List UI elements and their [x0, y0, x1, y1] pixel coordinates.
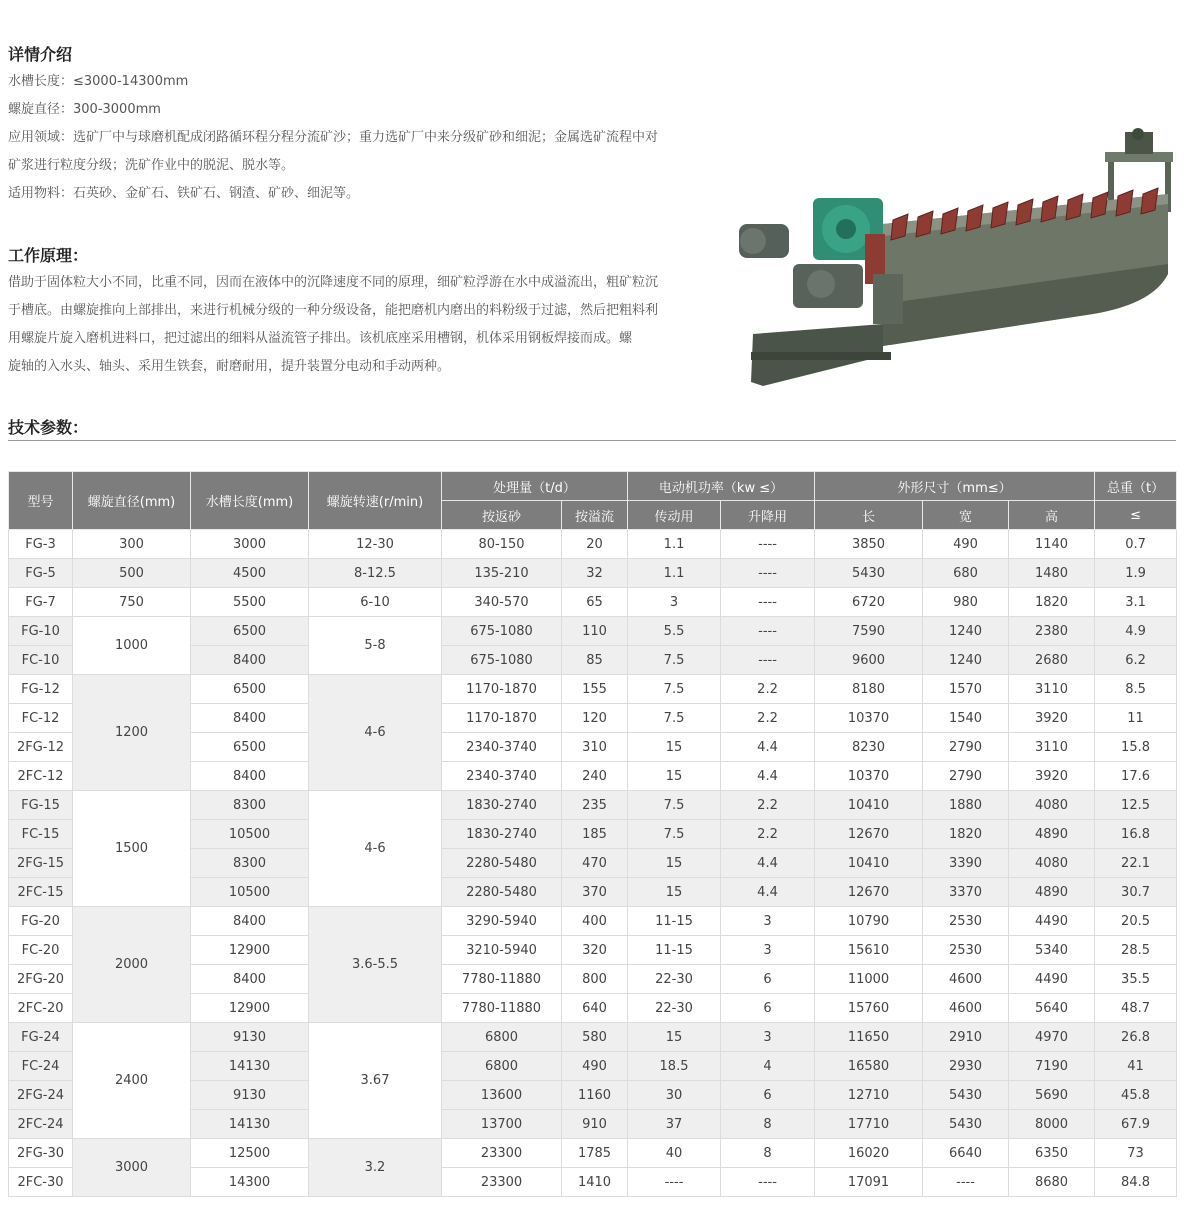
cell-dims-height: 3920: [1009, 762, 1095, 791]
cell-model: FC-10: [9, 646, 73, 675]
cell-capacity-sand: 1830-2740: [442, 820, 562, 849]
cell-speed: 8-12.5: [309, 559, 442, 588]
cell-weight: 16.8: [1095, 820, 1177, 849]
header-diameter: 螺旋直径(mm): [73, 472, 191, 530]
cell-capacity-overflow: 370: [562, 878, 628, 907]
cell-power-drive: 7.5: [628, 704, 721, 733]
cell-dims-length: 3850: [815, 530, 923, 559]
cell-power-lift: 6: [721, 1081, 815, 1110]
cell-weight: 17.6: [1095, 762, 1177, 791]
cell-diameter: 2000: [73, 907, 191, 1023]
cell-dims-width: 4600: [923, 965, 1009, 994]
cell-power-lift: 4: [721, 1052, 815, 1081]
cell-dims-length: 6720: [815, 588, 923, 617]
cell-power-lift: 2.2: [721, 820, 815, 849]
cell-dims-height: 4080: [1009, 849, 1095, 878]
table-row: [9, 530, 1177, 559]
details-line: 适用物料：石英砂、金矿石、铁矿石、钢渣、矿砂、细泥等。: [8, 186, 360, 201]
cell-capacity-sand: 675-1080: [442, 646, 562, 675]
cell-model: 2FC-15: [9, 878, 73, 907]
cell-weight: 15.8: [1095, 733, 1177, 762]
cell-capacity-sand: 1170-1870: [442, 675, 562, 704]
cell-diameter: 1200: [73, 675, 191, 791]
cell-dims-height: 4490: [1009, 965, 1095, 994]
principle-text: [8, 269, 710, 381]
cell-capacity-overflow: 470: [562, 849, 628, 878]
cell-capacity-overflow: 240: [562, 762, 628, 791]
cell-capacity-overflow: 910: [562, 1110, 628, 1139]
principle-line: 于槽底。由螺旋推向上部排出，来进行机械分级的一种分级设备，能把磨机内磨出的料粉级于过滤，然后把粗料利: [8, 303, 659, 318]
table-row: [9, 588, 1177, 617]
cell-length: 8400: [191, 704, 309, 733]
cell-dims-length: 15610: [815, 936, 923, 965]
cell-power-drive: 11-15: [628, 936, 721, 965]
cell-dims-width: 5430: [923, 1081, 1009, 1110]
cell-model: FG-24: [9, 1023, 73, 1052]
cell-dims-height: 3110: [1009, 733, 1095, 762]
header-dims-length: 长: [815, 501, 923, 530]
cell-power-drive: 7.5: [628, 820, 721, 849]
cell-capacity-sand: 1170-1870: [442, 704, 562, 733]
cell-dims-height: 2380: [1009, 617, 1095, 646]
cell-dims-height: 4970: [1009, 1023, 1095, 1052]
params-title: 技术参数：: [8, 418, 89, 437]
cell-length: 8300: [191, 791, 309, 820]
cell-power-lift: 2.2: [721, 675, 815, 704]
cell-dims-width: 1820: [923, 820, 1009, 849]
cell-model: FG-5: [9, 559, 73, 588]
cell-length: 8400: [191, 907, 309, 936]
cell-power-lift: ----: [721, 1168, 815, 1197]
cell-dims-length: 10410: [815, 791, 923, 820]
cell-dims-width: 1570: [923, 675, 1009, 704]
cell-speed: 5-8: [309, 617, 442, 675]
cell-weight: 6.2: [1095, 646, 1177, 675]
cell-diameter: 300: [73, 530, 191, 559]
cell-capacity-overflow: 110: [562, 617, 628, 646]
cell-dims-length: 12670: [815, 820, 923, 849]
header-dimensions: 外形尺寸（mm≤）: [815, 472, 1095, 501]
cell-dims-length: 17710: [815, 1110, 923, 1139]
cell-diameter: 3000: [73, 1139, 191, 1197]
cell-speed: 3.2: [309, 1139, 442, 1197]
cell-weight: 73: [1095, 1139, 1177, 1168]
cell-power-lift: 8: [721, 1139, 815, 1168]
cell-power-lift: ----: [721, 588, 815, 617]
cell-dims-length: 12670: [815, 878, 923, 907]
cell-weight: 30.7: [1095, 878, 1177, 907]
header-dims-width: 宽: [923, 501, 1009, 530]
cell-dims-width: 1240: [923, 646, 1009, 675]
details-text: [8, 68, 710, 208]
cell-capacity-sand: 7780-11880: [442, 994, 562, 1023]
principle-line: 用螺旋片旋入磨机进料口，把过滤出的细料从溢流管子排出。该机底座采用槽钢，机体采用钢板焊接而成。螺: [8, 331, 633, 346]
cell-dims-width: 3370: [923, 878, 1009, 907]
cell-length: 6500: [191, 617, 309, 646]
cell-dims-length: 16020: [815, 1139, 923, 1168]
cell-dims-height: 1480: [1009, 559, 1095, 588]
cell-weight: 3.1: [1095, 588, 1177, 617]
cell-length: 8400: [191, 965, 309, 994]
cell-capacity-overflow: 32: [562, 559, 628, 588]
cell-model: 2FG-30: [9, 1139, 73, 1168]
cell-power-drive: 7.5: [628, 791, 721, 820]
cell-model: 2FC-30: [9, 1168, 73, 1197]
cell-dims-width: 2930: [923, 1052, 1009, 1081]
cell-model: 2FG-12: [9, 733, 73, 762]
cell-power-drive: 11-15: [628, 907, 721, 936]
cell-dims-width: 4600: [923, 994, 1009, 1023]
cell-model: 2FC-12: [9, 762, 73, 791]
cell-power-lift: 3: [721, 1023, 815, 1052]
cell-weight: 12.5: [1095, 791, 1177, 820]
cell-capacity-sand: 3290-5940: [442, 907, 562, 936]
cell-power-drive: ----: [628, 1168, 721, 1197]
cell-weight: 84.8: [1095, 1168, 1177, 1197]
cell-weight: 35.5: [1095, 965, 1177, 994]
cell-dims-length: 12710: [815, 1081, 923, 1110]
cell-length: 12500: [191, 1139, 309, 1168]
cell-model: FG-3: [9, 530, 73, 559]
cell-dims-length: 9600: [815, 646, 923, 675]
cell-dims-height: 3110: [1009, 675, 1095, 704]
cell-weight: 67.9: [1095, 1110, 1177, 1139]
cell-power-lift: ----: [721, 559, 815, 588]
cell-power-drive: 15: [628, 1023, 721, 1052]
details-line: 螺旋直径：300-3000mm: [8, 102, 161, 117]
cell-length: 3000: [191, 530, 309, 559]
header-capacity-overflow: 按溢流: [562, 501, 628, 530]
cell-capacity-sand: 3210-5940: [442, 936, 562, 965]
cell-capacity-overflow: 1410: [562, 1168, 628, 1197]
cell-model: 2FG-15: [9, 849, 73, 878]
cell-power-lift: 4.4: [721, 849, 815, 878]
cell-capacity-overflow: 1160: [562, 1081, 628, 1110]
header-weight: 总重（t）: [1095, 472, 1177, 501]
cell-capacity-overflow: 85: [562, 646, 628, 675]
cell-weight: 22.1: [1095, 849, 1177, 878]
details-title: 详情介绍: [8, 45, 73, 64]
header-capacity-sand: 按返砂: [442, 501, 562, 530]
cell-weight: 1.9: [1095, 559, 1177, 588]
table-row: [9, 1139, 1177, 1168]
principle-title: 工作原理：: [8, 246, 89, 265]
cell-dims-height: 5640: [1009, 994, 1095, 1023]
cell-capacity-overflow: 800: [562, 965, 628, 994]
cell-capacity-sand: 23300: [442, 1168, 562, 1197]
cell-power-drive: 40: [628, 1139, 721, 1168]
cell-capacity-overflow: 1785: [562, 1139, 628, 1168]
cell-power-lift: 2.2: [721, 704, 815, 733]
cell-dims-height: 2680: [1009, 646, 1095, 675]
cell-diameter: 750: [73, 588, 191, 617]
principle-line: 借助于固体粒大小不同，比重不同，因而在液体中的沉降速度不同的原理，细矿粒浮游在水中成溢流出，粗矿粒沉: [8, 275, 659, 290]
cell-power-lift: 6: [721, 994, 815, 1023]
header-model: 型号: [9, 472, 73, 530]
cell-dims-width: 2790: [923, 762, 1009, 791]
cell-capacity-overflow: 640: [562, 994, 628, 1023]
cell-weight: 48.7: [1095, 994, 1177, 1023]
cell-dims-length: 8180: [815, 675, 923, 704]
cell-capacity-sand: 2340-3740: [442, 733, 562, 762]
cell-weight: 0.7: [1095, 530, 1177, 559]
cell-speed: 12-30: [309, 530, 442, 559]
header-capacity: 处理量（t/d）: [442, 472, 628, 501]
cell-power-lift: 2.2: [721, 791, 815, 820]
cell-dims-height: 4890: [1009, 820, 1095, 849]
cell-power-lift: ----: [721, 530, 815, 559]
cell-dims-length: 10370: [815, 762, 923, 791]
cell-weight: 4.9: [1095, 617, 1177, 646]
cell-capacity-sand: 6800: [442, 1023, 562, 1052]
cell-power-drive: 7.5: [628, 646, 721, 675]
cell-power-drive: 18.5: [628, 1052, 721, 1081]
cell-model: FG-12: [9, 675, 73, 704]
table-row: [9, 907, 1177, 936]
cell-power-lift: ----: [721, 646, 815, 675]
cell-length: 6500: [191, 733, 309, 762]
cell-dims-height: 8000: [1009, 1110, 1095, 1139]
cell-capacity-overflow: 235: [562, 791, 628, 820]
details-line: 应用领域：选矿厂中与球磨机配成闭路循环程分程分流矿沙；重力选矿厂中来分级矿砂和细泥；金属选矿流程中对: [8, 130, 659, 145]
cell-power-lift: 4.4: [721, 733, 815, 762]
cell-length: 12900: [191, 994, 309, 1023]
cell-model: 2FG-20: [9, 965, 73, 994]
cell-dims-width: ----: [923, 1168, 1009, 1197]
cell-model: FC-24: [9, 1052, 73, 1081]
cell-power-drive: 22-30: [628, 965, 721, 994]
cell-speed: 4-6: [309, 675, 442, 791]
header-length: 水槽长度(mm): [191, 472, 309, 530]
cell-length: 14130: [191, 1110, 309, 1139]
cell-power-drive: 15: [628, 878, 721, 907]
cell-capacity-overflow: 120: [562, 704, 628, 733]
cell-power-drive: 7.5: [628, 675, 721, 704]
cell-length: 8400: [191, 646, 309, 675]
cell-length: 10500: [191, 878, 309, 907]
cell-model: 2FC-20: [9, 994, 73, 1023]
table-row: [9, 675, 1177, 704]
cell-length: 8300: [191, 849, 309, 878]
cell-speed: 3.6-5.5: [309, 907, 442, 1023]
header-power-drive: 传动用: [628, 501, 721, 530]
cell-power-lift: 4.4: [721, 878, 815, 907]
cell-power-drive: 3: [628, 588, 721, 617]
cell-length: 8400: [191, 762, 309, 791]
cell-power-lift: 4.4: [721, 762, 815, 791]
cell-capacity-sand: 340-570: [442, 588, 562, 617]
cell-dims-width: 980: [923, 588, 1009, 617]
cell-power-drive: 15: [628, 849, 721, 878]
cell-power-lift: 3: [721, 907, 815, 936]
cell-capacity-sand: 23300: [442, 1139, 562, 1168]
cell-dims-height: 5340: [1009, 936, 1095, 965]
cell-capacity-overflow: 20: [562, 530, 628, 559]
table-body: [9, 530, 1177, 1197]
cell-capacity-overflow: 320: [562, 936, 628, 965]
cell-power-drive: 5.5: [628, 617, 721, 646]
cell-dims-height: 4080: [1009, 791, 1095, 820]
cell-power-drive: 1.1: [628, 559, 721, 588]
table-row: [9, 559, 1177, 588]
cell-capacity-overflow: 490: [562, 1052, 628, 1081]
cell-power-lift: 6: [721, 965, 815, 994]
cell-diameter: 1500: [73, 791, 191, 907]
cell-diameter: 1000: [73, 617, 191, 675]
cell-capacity-overflow: 580: [562, 1023, 628, 1052]
cell-dims-width: 5430: [923, 1110, 1009, 1139]
cell-power-lift: 8: [721, 1110, 815, 1139]
cell-length: 14300: [191, 1168, 309, 1197]
cell-capacity-sand: 6800: [442, 1052, 562, 1081]
cell-capacity-sand: 2280-5480: [442, 849, 562, 878]
cell-speed: 6-10: [309, 588, 442, 617]
cell-dims-width: 2790: [923, 733, 1009, 762]
cell-length: 14130: [191, 1052, 309, 1081]
cell-power-drive: 37: [628, 1110, 721, 1139]
cell-dims-width: 2530: [923, 936, 1009, 965]
cell-model: FG-10: [9, 617, 73, 646]
cell-dims-width: 2530: [923, 907, 1009, 936]
cell-weight: 11: [1095, 704, 1177, 733]
cell-weight: 41: [1095, 1052, 1177, 1081]
cell-dims-length: 10790: [815, 907, 923, 936]
cell-model: 2FC-24: [9, 1110, 73, 1139]
cell-power-drive: 15: [628, 762, 721, 791]
cell-length: 12900: [191, 936, 309, 965]
cell-power-drive: 22-30: [628, 994, 721, 1023]
spiral-classifier-image: [733, 124, 1180, 386]
cell-capacity-sand: 2340-3740: [442, 762, 562, 791]
cell-capacity-overflow: 185: [562, 820, 628, 849]
cell-capacity-sand: 80-150: [442, 530, 562, 559]
cell-capacity-overflow: 65: [562, 588, 628, 617]
cell-dims-height: 1820: [1009, 588, 1095, 617]
cell-weight: 20.5: [1095, 907, 1177, 936]
cell-dims-length: 5430: [815, 559, 923, 588]
cell-power-lift: ----: [721, 617, 815, 646]
cell-model: FG-7: [9, 588, 73, 617]
principle-line: 旋轴的入水头、轴头、采用生铁套，耐磨耐用，提升装置分电动和手动两种。: [8, 359, 451, 374]
cell-length: 5500: [191, 588, 309, 617]
cell-dims-width: 6640: [923, 1139, 1009, 1168]
cell-dims-height: 4890: [1009, 878, 1095, 907]
cell-model: 2FG-24: [9, 1081, 73, 1110]
cell-dims-width: 680: [923, 559, 1009, 588]
cell-weight: 26.8: [1095, 1023, 1177, 1052]
cell-dims-width: 2910: [923, 1023, 1009, 1052]
cell-dims-length: 17091: [815, 1168, 923, 1197]
cell-power-drive: 15: [628, 733, 721, 762]
cell-dims-height: 4490: [1009, 907, 1095, 936]
cell-dims-length: 7590: [815, 617, 923, 646]
cell-capacity-sand: 7780-11880: [442, 965, 562, 994]
cell-model: FG-15: [9, 791, 73, 820]
cell-dims-length: 8230: [815, 733, 923, 762]
cell-model: FC-20: [9, 936, 73, 965]
cell-length: 9130: [191, 1081, 309, 1110]
cell-dims-length: 10370: [815, 704, 923, 733]
header-weight-sub: ≤: [1095, 501, 1177, 530]
cell-dims-height: 1140: [1009, 530, 1095, 559]
cell-power-drive: 1.1: [628, 530, 721, 559]
header-power-lift: 升降用: [721, 501, 815, 530]
section-divider: [8, 440, 1176, 441]
cell-length: 10500: [191, 820, 309, 849]
header-dims-height: 高: [1009, 501, 1095, 530]
cell-power-drive: 30: [628, 1081, 721, 1110]
cell-dims-width: 1240: [923, 617, 1009, 646]
cell-dims-height: 5690: [1009, 1081, 1095, 1110]
cell-dims-width: 3390: [923, 849, 1009, 878]
cell-diameter: 2400: [73, 1023, 191, 1139]
cell-speed: 3.67: [309, 1023, 442, 1139]
cell-dims-length: 11650: [815, 1023, 923, 1052]
cell-speed: 4-6: [309, 791, 442, 907]
cell-model: FG-20: [9, 907, 73, 936]
cell-capacity-sand: 675-1080: [442, 617, 562, 646]
cell-length: 9130: [191, 1023, 309, 1052]
cell-model: FC-15: [9, 820, 73, 849]
cell-dims-width: 1540: [923, 704, 1009, 733]
cell-weight: 8.5: [1095, 675, 1177, 704]
cell-dims-length: 16580: [815, 1052, 923, 1081]
spec-table: [8, 471, 1177, 1197]
cell-dims-height: 7190: [1009, 1052, 1095, 1081]
cell-dims-width: 1880: [923, 791, 1009, 820]
cell-length: 6500: [191, 675, 309, 704]
table-row: [9, 791, 1177, 820]
cell-model: FC-12: [9, 704, 73, 733]
table-row: [9, 1023, 1177, 1052]
cell-length: 4500: [191, 559, 309, 588]
cell-capacity-sand: 1830-2740: [442, 791, 562, 820]
header-power: 电动机功率（kw ≤）: [628, 472, 815, 501]
cell-dims-length: 10410: [815, 849, 923, 878]
cell-capacity-sand: 13600: [442, 1081, 562, 1110]
cell-dims-width: 490: [923, 530, 1009, 559]
cell-dims-length: 11000: [815, 965, 923, 994]
cell-dims-height: 3920: [1009, 704, 1095, 733]
cell-capacity-sand: 2280-5480: [442, 878, 562, 907]
cell-capacity-overflow: 310: [562, 733, 628, 762]
cell-dims-height: 6350: [1009, 1139, 1095, 1168]
cell-power-lift: 3: [721, 936, 815, 965]
header-speed: 螺旋转速(r/min): [309, 472, 442, 530]
cell-dims-height: 8680: [1009, 1168, 1095, 1197]
cell-capacity-sand: 135-210: [442, 559, 562, 588]
cell-capacity-overflow: 155: [562, 675, 628, 704]
cell-capacity-sand: 13700: [442, 1110, 562, 1139]
cell-dims-length: 15760: [815, 994, 923, 1023]
details-line: 矿浆进行粒度分级；洗矿作业中的脱泥、脱水等。: [8, 158, 295, 173]
cell-weight: 28.5: [1095, 936, 1177, 965]
cell-weight: 45.8: [1095, 1081, 1177, 1110]
cell-capacity-overflow: 400: [562, 907, 628, 936]
cell-diameter: 500: [73, 559, 191, 588]
table-header: [9, 472, 1177, 530]
details-line: 水槽长度：≤3000-14300mm: [8, 74, 189, 89]
table-row: [9, 617, 1177, 646]
